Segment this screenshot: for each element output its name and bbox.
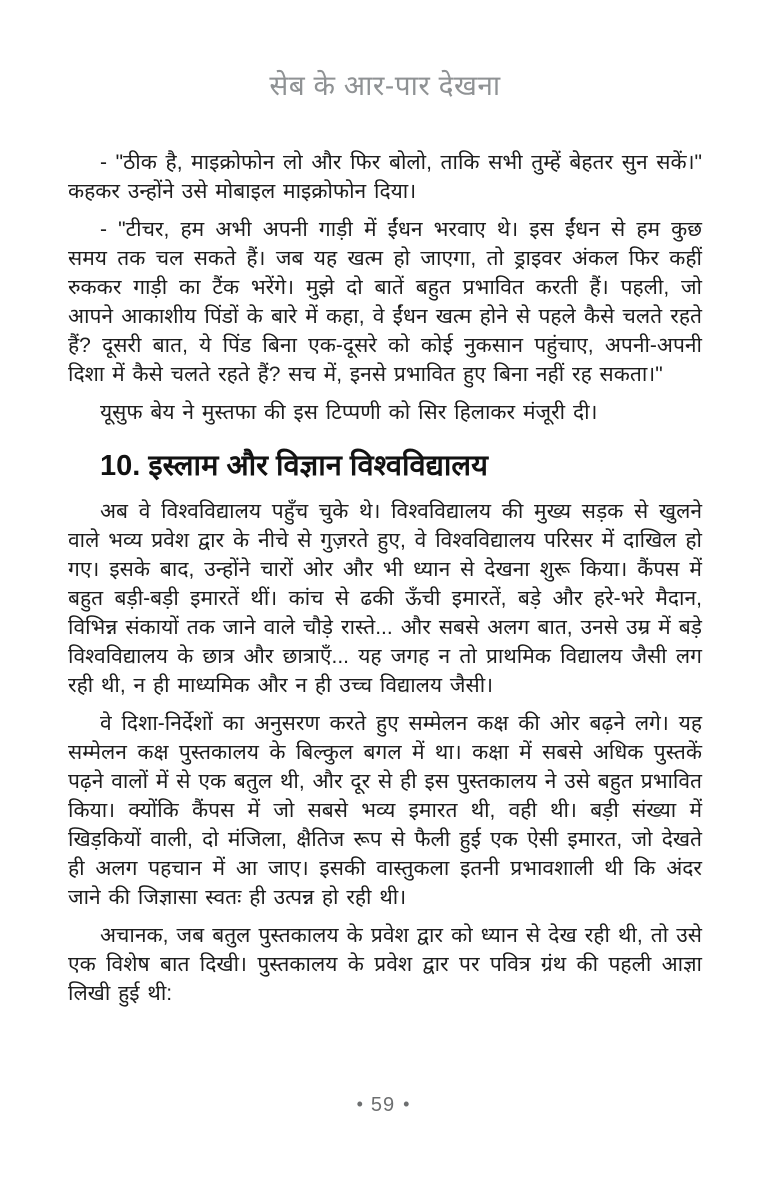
paragraph-university-arrival: अब वे विश्वविद्यालय पहुँच चुके थे। विश्वविद्यालय की मुख्य सड़क से खुलने वाले भव्य प्रवेश द्वार के नीचे से गुज़रते हुए, वे विश्वविद्यालय परिसर में दाखिल हो गए। इसके बाद, उन्होंने चारों ओर और भी ध्यान से देखना शुरू किया। कैंपस में बहुत बड़ी-बड़ी इमारतें थीं। कांच से ढकी ऊँची इमारतें, बड़े और हरे-भरे मैदान, विभिन्न संकायों तक जाने वाले चौड़े रास्ते... और सबसे अलग बात, उनसे उम्र में बड़े विश्वविद्यालय के छात्र और छात्राएँ... यह जगह न तो प्राथमिक विद्यालय जैसी लग रही थी, न ही माध्यमिक और न ही उच्च विद्यालय जैसी। (68, 500, 702, 697)
book-title: सेब के आर-पार देखना (269, 70, 501, 101)
paragraph-dialogue-teacher-fuel: - "टीचर, हम अभी अपनी गाड़ी में ईंधन भरवाए थे। इस ईंधन से हम कुछ समय तक चल सकते हैं। जब यह खत्म हो जाएगा, तो ड्राइवर अंकल फिर कहीं रुककर गाड़ी का टैंक भरेंगे। मुझे दो बातें बहुत प्रभावित करती हैं। पहली, जो आपने आकाशीय पिंडों के बारे में कहा, वे ईंधन खत्म होने से पहले कैसे चलते रहते हैं? दूसरी बात, ये पिंड बिना एक-दूसरे को कोई नुकसान पहुंचाए, अपनी-अपनी दिशा में कैसे चलते रहते हैं? सच में, इनसे प्रभावित हुए बिना नहीं रह सकता।" (68, 218, 702, 386)
footer-bullet-left: • (356, 1094, 363, 1114)
paragraph-conference-hall-library: वे दिशा-निर्देशों का अनुसरण करते हुए सम्मेलन कक्ष की ओर बढ़ने लगे। यह सम्मेलन कक्ष पुस्तकालय के बिल्कुल बगल में था। कक्षा में सबसे अधिक पुस्तकें पढ़ने वालों में से एक बतुल थी, और दूर से ही इस पुस्तकालय ने उसे बहुत प्रभावित किया। क्योंकि कैंपस में जो सबसे भव्य इमारत थी, वही थी। बड़ी संख्या में खिड़कियों वाली, दो मंजिला, क्षैतिज रूप से फैली हुई एक ऐसी इमारत, जो देखते ही अलग पहचान में आ जाए। इसकी वास्तुकला इतनी प्रभावशाली थी कि अंदर जाने की जिज्ञासा स्वतः ही उत्पन्न हो रही थी। (68, 712, 702, 909)
chapter-heading: 10. इस्लाम और विज्ञान विश्वविद्यालय (100, 450, 488, 482)
paragraph-library-entrance: अचानक, जब बतुल पुस्तकालय के प्रवेश द्वार को ध्यान से देख रही थी, तो उसे एक विशेष बात दिखी। पुस्तकालय के प्रवेश द्वार पर पवित्र ग्रंथ की पहली आज्ञा लिखी हुई थी: (68, 924, 702, 1005)
footer-bullet-right: • (403, 1094, 410, 1114)
page-number: 59 (370, 1094, 396, 1116)
page-content (68, 148, 702, 1008)
paragraph-yusuf-approval: यूसुफ बेय ने मुस्तफा की इस टिप्पणी को सिर हिलाकर मंजूरी दी। (100, 401, 598, 424)
paragraph-dialogue-microphone: - "ठीक है, माइक्रोफोन लो और फिर बोलो, ताकि सभी तुम्हें बेहतर सुन सकें।" कहकर उन्होंने उसे मोबाइल माइक्रोफोन दिया। (68, 151, 702, 203)
running-head (68, 68, 702, 104)
page-footer (0, 1094, 766, 1117)
